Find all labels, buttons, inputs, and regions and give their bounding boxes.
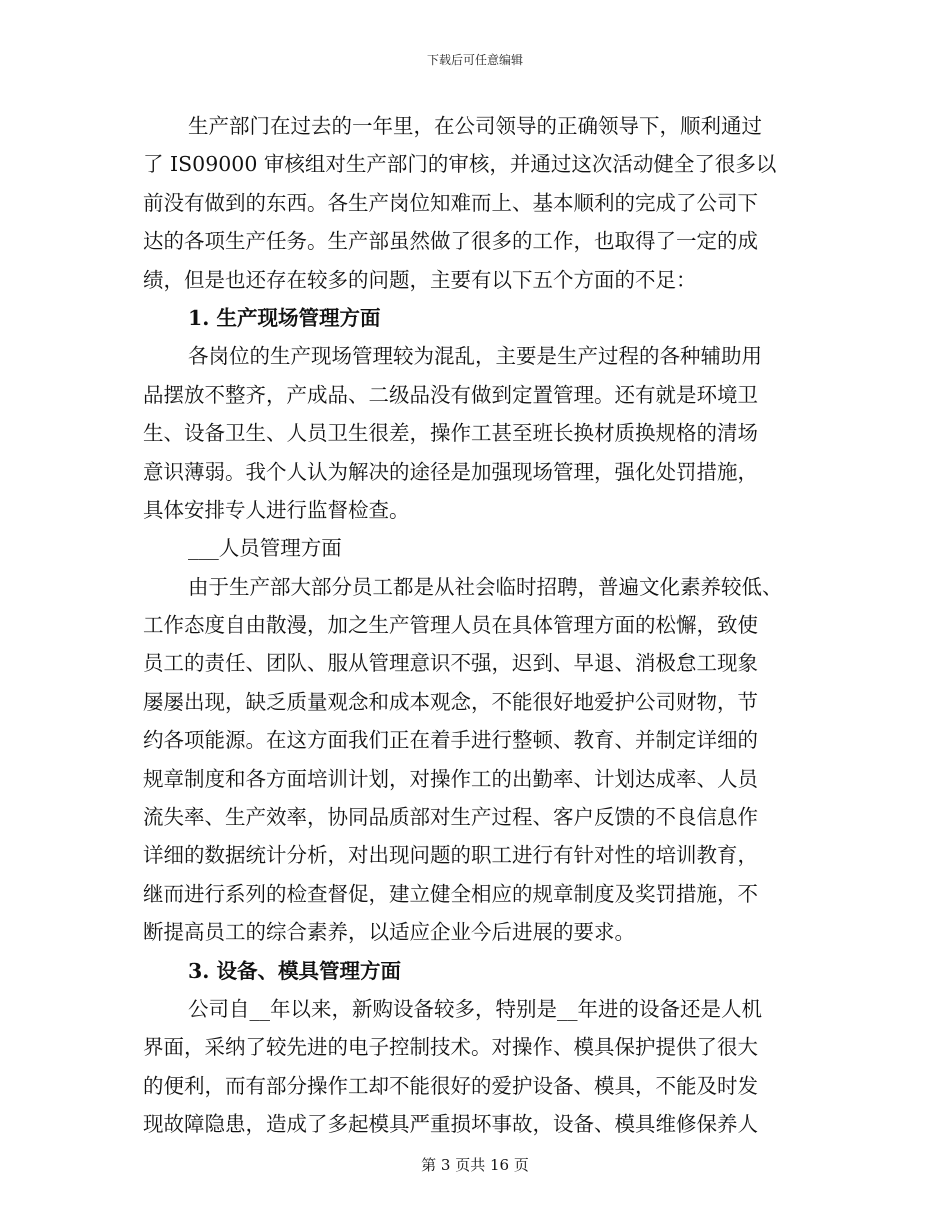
page-header: 下载后可任意编辑: [426, 53, 523, 67]
paragraph-line: 断提高员工的综合素养，以适应企业今后进展的要求。: [143, 920, 635, 945]
paragraph-line: 继而进行系列的检查督促，建立健全相应的规章制度及奖罚措施，不: [143, 881, 758, 906]
paragraph-line: 屡屡出现，缺乏质量观念和成本观念，不能很好地爱护公司财物，节: [143, 689, 758, 714]
paragraph-line: 由于生产部大部分员工都是从社会临时招聘，普遍文化素养较低、: [188, 574, 783, 599]
paragraph-line: 各岗位的生产现场管理较为混乱，主要是生产过程的各种辅助用: [188, 344, 762, 369]
section-heading: ___人员管理方面: [188, 536, 342, 561]
paragraph-line: 流失率、生产效率，协同品质部对生产过程、客户反馈的不良信息作: [143, 805, 758, 830]
section-heading: 3. 设备、模具管理方面: [188, 958, 402, 983]
section-heading: 1. 生产现场管理方面: [188, 305, 381, 330]
paragraph-line: 生产部门在过去的一年里，在公司领导的正确领导下，顺利通过: [188, 114, 762, 138]
paragraph-line: 的便利，而有部分操作工却不能很好的爱护设备、模具，不能及时发: [143, 1073, 758, 1098]
paragraph-line: 界面，采纳了较先进的电子控制技术。对操作、模具保护提供了很大: [143, 1035, 758, 1060]
paragraph-line: 工作态度自由散漫，加之生产管理人员在具体管理方面的松懈，致使: [143, 613, 758, 638]
page-number: 第 3 页共 16 页: [421, 1156, 529, 1174]
paragraph-line: 生、设备卫生、人员卫生很差，操作工甚至班长换材质换规格的清场: [143, 421, 758, 446]
paragraph-line: 达的各项生产任务。生产部虽然做了很多的工作，也取得了一定的成: [143, 229, 758, 254]
paragraph-line: 约各项能源。在这方面我们正在着手进行整顿、教育、并制定详细的: [143, 728, 758, 753]
paragraph-line: 品摆放不整齐，产成品、二级品没有做到定置管理。还有就是环境卫: [143, 382, 758, 407]
paragraph-line: 规章制度和各方面培训计划，对操作工的出勤率、计划达成率、人员: [143, 766, 758, 791]
paragraph-line: 现故障隐患，造成了多起模具严重损坏事故，设备、模具维修保养人: [143, 1112, 758, 1137]
paragraph-line: 具体安排专人进行监督检查。: [143, 497, 410, 522]
paragraph-line: 前没有做到的东西。各生产岗位知难而上、基本顺利的完成了公司下: [143, 190, 758, 215]
paragraph-line: 公司自__年以来，新购设备较多，特别是__年进的设备还是人机: [188, 996, 762, 1021]
paragraph-line: 意识薄弱。我个人认为解决的途径是加强现场管理，强化处罚措施，: [143, 459, 758, 484]
paragraph-line: 绩，但是也还存在较多的问题，主要有以下五个方面的不足：: [143, 267, 697, 292]
document-body: [143, 107, 803, 1144]
paragraph-line: 了 IS09000 审核组对生产部门的审核，并通过这次活动健全了很多以: [143, 152, 777, 177]
paragraph-line: 员工的责任、团队、服从管理意识不强，迟到、早退、消极怠工现象: [143, 651, 758, 676]
paragraph-line: 详细的数据统计分析，对出现问题的职工进行有针对性的培训教育，: [143, 843, 758, 868]
